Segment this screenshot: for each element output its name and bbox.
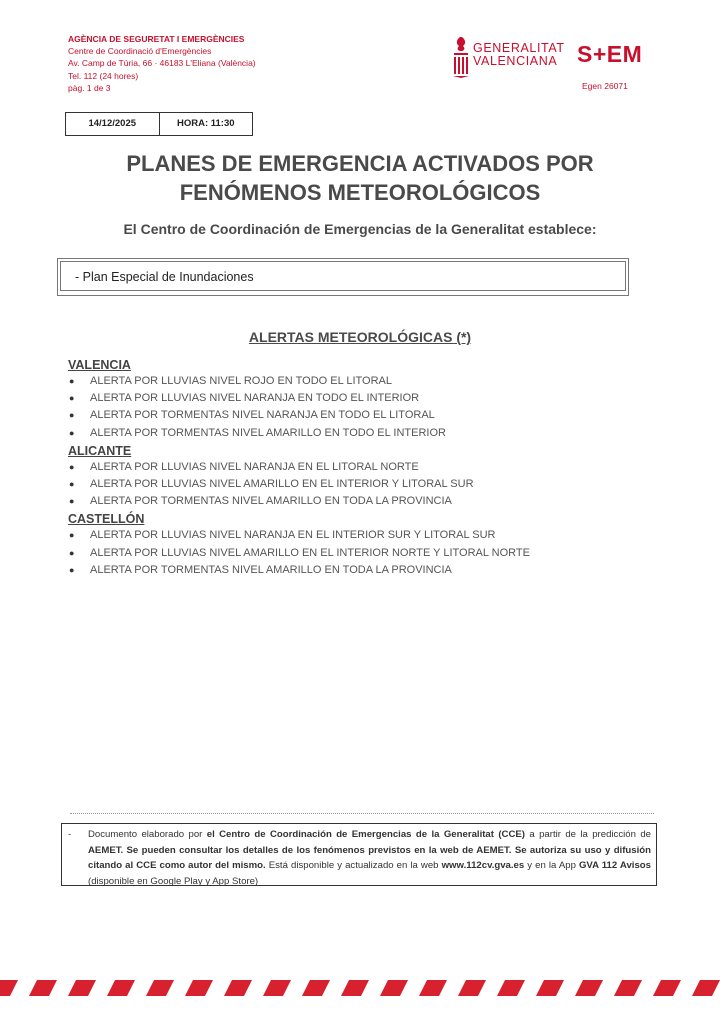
stripe-segment bbox=[458, 980, 486, 996]
stripe-segment bbox=[341, 980, 369, 996]
stripe-segment bbox=[536, 980, 564, 996]
list-item: ● ALERTA POR TORMENTAS NIVEL NARANJA EN TODO EL LITORAL bbox=[68, 407, 668, 424]
bullet-icon: ● bbox=[69, 410, 75, 421]
date: 14/12/2025 bbox=[88, 118, 137, 129]
bullet-icon: ● bbox=[69, 530, 75, 541]
stripe-segment bbox=[575, 980, 603, 996]
bullet-icon: ● bbox=[69, 547, 75, 558]
list-item: ● ALERTA POR LLUVIAS NIVEL NARANJA EN TODO EL INTERIOR bbox=[68, 390, 668, 407]
province-alicante: ALICANTE bbox=[68, 443, 132, 458]
logo-line-valenciana: VALENCIANA bbox=[473, 54, 558, 68]
stripe-segment bbox=[653, 980, 681, 996]
address: Av. Camp de Túria, 66 · 46183 L'Eliana (València) bbox=[68, 58, 256, 69]
list-item: ● ALERTA POR TORMENTAS NIVEL AMARILLO EN TODO EL INTERIOR bbox=[68, 425, 668, 442]
stripe-segment bbox=[692, 980, 720, 996]
app-name: GVA 112 Avisos bbox=[578, 860, 651, 871]
list-item: ● ALERTA POR LLUVIAS NIVEL ROJO EN TODO EL LITORAL bbox=[68, 373, 668, 390]
logo-line-generalitat: GENERALITAT bbox=[473, 41, 565, 55]
active-plans-box bbox=[57, 258, 629, 296]
footer-dash: - bbox=[68, 829, 72, 840]
date-time-box bbox=[65, 112, 253, 136]
list-item: ● ALERTA POR LLUVIAS NIVEL AMARILLO EN EL INTERIOR NORTE Y LITORAL NORTE bbox=[68, 545, 668, 562]
bullet-icon: ● bbox=[69, 461, 75, 472]
plan-item: - Plan Especial de Inundaciones bbox=[60, 261, 626, 291]
stripe-segment bbox=[146, 980, 174, 996]
center-name: Centre de Coordinació d'Emergències bbox=[68, 46, 212, 57]
divider bbox=[70, 813, 654, 814]
agency-name: AGÈNCIA DE SEGURETAT I EMERGÈNCIES bbox=[68, 34, 245, 44]
stripe-segment bbox=[263, 980, 291, 996]
alerts-title: ALERTAS METEOROLÓGICAS (*) bbox=[248, 329, 472, 345]
bullet-icon: ● bbox=[69, 496, 75, 507]
website-link[interactable]: www.112cv.gva.es bbox=[441, 860, 525, 871]
bullet-icon: ● bbox=[69, 564, 75, 575]
page-title bbox=[60, 149, 660, 207]
stripe-segment bbox=[380, 980, 408, 996]
list-item: ● ALERTA POR TORMENTAS NIVEL AMARILLO EN TODA LA PROVINCIA bbox=[68, 562, 668, 579]
subtitle: El Centro de Coordinación de Emergencias de la Generalitat establece: bbox=[123, 221, 597, 237]
bullet-icon: ● bbox=[69, 393, 75, 404]
list-item: ● ALERTA POR LLUVIAS NIVEL NARANJA EN EL LITORAL NORTE bbox=[68, 459, 668, 476]
header-agency-block bbox=[68, 33, 256, 94]
egen-code: Egen 26071 bbox=[582, 81, 628, 91]
list-item: ● ALERTA POR LLUVIAS NIVEL NARANJA EN EL INTERIOR SUR Y LITORAL SUR bbox=[68, 527, 668, 544]
stripe-segment bbox=[185, 980, 213, 996]
alerts-list bbox=[68, 356, 668, 579]
stripe-segment bbox=[302, 980, 330, 996]
province-castellon: CASTELLÓN bbox=[68, 512, 145, 527]
stripe-segment bbox=[0, 980, 18, 996]
bullet-icon: ● bbox=[69, 479, 75, 490]
phone: Tel. 112 (24 hores) bbox=[68, 70, 139, 81]
stripe-segment bbox=[419, 980, 447, 996]
sem-logo: S+EM bbox=[577, 41, 643, 67]
stripe-segment bbox=[107, 980, 135, 996]
title-line-2: FENÓMENOS METEOROLÓGICOS bbox=[179, 180, 541, 205]
title-line-1: PLANES DE EMERGENCIA ACTIVADOS POR bbox=[126, 151, 594, 176]
list-item: ● ALERTA POR TORMENTAS NIVEL AMARILLO EN TODA LA PROVINCIA bbox=[68, 493, 668, 510]
stripe-segment bbox=[497, 980, 525, 996]
footer-note: - Documento elaborado por el Centro de Coordinación de Emergencias de la Generalitat (CCE) a partir de la predicción de AEMET. Se pueden consultar los detalles de los fenómenos previstos en la web de AEMET. Se autoriza su uso y difusión citando al CCE como autor del mismo. Está disponible y actualizado en la web www.112cv.gva.es y en la App GVA 112 Avisos (disponible en Google Play y App Store) bbox=[61, 823, 657, 886]
list-item: ● ALERTA POR LLUVIAS NIVEL AMARILLO EN EL INTERIOR Y LITORAL SUR bbox=[68, 476, 668, 493]
bullet-icon: ● bbox=[69, 376, 75, 386]
stripe-segment bbox=[68, 980, 96, 996]
generalitat-valenciana-logo bbox=[452, 36, 565, 80]
bullet-icon: ● bbox=[69, 427, 75, 438]
stripe-segment bbox=[614, 980, 642, 996]
bat-emblem-icon bbox=[452, 36, 470, 78]
province-valencia: VALENCIA bbox=[68, 358, 131, 372]
red-stripe-band bbox=[0, 978, 720, 998]
stripe-segment bbox=[224, 980, 252, 996]
stripe-segment bbox=[29, 980, 57, 996]
page-number: pàg. 1 de 3 bbox=[68, 82, 111, 93]
time: HORA: 11:30 bbox=[159, 113, 253, 135]
